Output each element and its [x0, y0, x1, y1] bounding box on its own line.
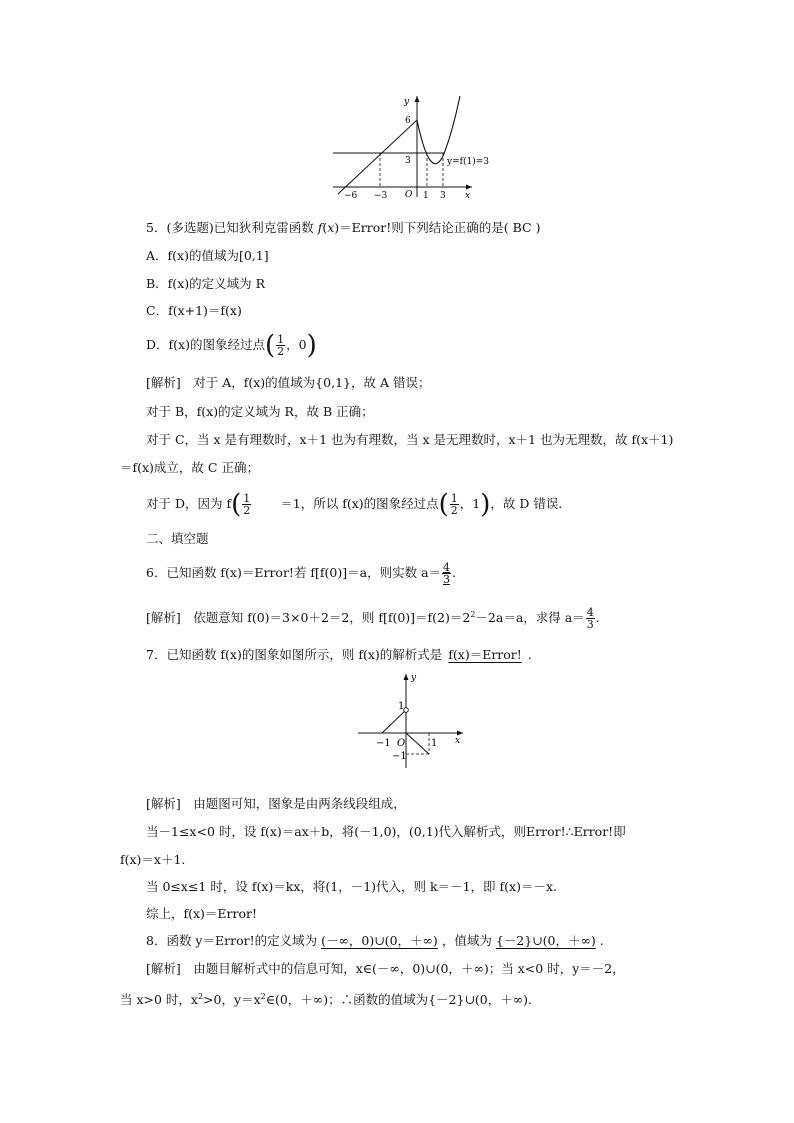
q5-solution-c1: 对于 C，当 x 是有理数时，x＋1 也为有理数，当 x 是无理数时，x＋1 也为无理数，故 f(x＋1) — [146, 432, 674, 447]
section-heading: 二、填空题 — [146, 531, 209, 546]
x-axis-label: x — [455, 736, 461, 746]
tick-6: 6 — [405, 116, 411, 126]
fraction: $\frac{1}{2}$ — [243, 492, 251, 517]
fraction: $\frac{1}{2}$ — [450, 492, 458, 517]
function-graph-1 — [330, 92, 500, 202]
q5-option-c: C．f(x+1)＝f(x) — [146, 303, 242, 318]
q7-solution-5: 综上，f(x)＝Error! — [146, 906, 258, 921]
tick-1: 1 — [423, 191, 429, 201]
fraction: $\frac{4}{3}$ — [586, 606, 594, 632]
line-label: y=f(1)=3 — [447, 157, 489, 167]
q8-solution-2: 当 x>0 时，$x^2>0$，$y=x^2\in(0$，＋∞)；∴函数的值域为{－2}∪(0，＋∞). — [120, 992, 533, 1008]
tick-1-y: 1 — [398, 701, 405, 712]
origin-label: O — [405, 190, 413, 200]
q6-stem: 6．已知函数 f(x)＝Error!若 f[f(0)]＝a，则实数 a＝ $\frac{4}{3}$ . — [146, 561, 457, 586]
x-axis-label: x — [465, 191, 471, 201]
q5-option-b: B．f(x)的定义域为 R — [146, 276, 266, 291]
tick-neg3: −3 — [374, 191, 388, 201]
q7-solution-4: 当 0≤x≤1 时，设 f(x)＝kx，将(1，－1)代入，则 k＝－1，即 f(x)＝－x. — [146, 879, 557, 894]
q5-stem: 5．(多选题)已知狄利克雷函数 f(x)＝Error!则下列结论正确的是( BC ) — [146, 220, 541, 235]
q5-option-a: A．f(x)的值域为[0,1] — [146, 248, 269, 263]
q6-solution: [解析] 依题意知 f(0)＝3×0＋2＝2，则 $f[f(0)]=f(2)=2^2-2a=a$，求得 a＝ $\frac{4}{3}$ . — [146, 606, 600, 632]
y-axis-label: y — [411, 673, 417, 683]
q5-option-d: D．f(x)的图象经过点( $\frac{1}{2}$ ，0) — [146, 330, 317, 361]
q5-solution-c2: ＝f(x)成立，故 C 正确； — [120, 460, 259, 475]
y-axis-label: y — [404, 97, 410, 107]
q8-stem: 8．函数 y＝Error!的定义域为 (－∞，0)∪(0，＋∞) ，值域为 {－2}∪(0，＋∞) . — [146, 933, 604, 948]
q8-solution-1: [解析] 由题目解析式中的信息可知，x∈(－∞，0)∪(0，＋∞)；当 x<0 时，y＝－2， — [146, 961, 625, 976]
q7-solution-2: 当－1≤x<0 时，设 f(x)＝ax＋b，将(－1,0)，(0,1)代入解析式，则Error!∴Error!即 — [146, 824, 626, 839]
origin-label: O — [397, 738, 406, 749]
function-graph-2 — [355, 670, 470, 770]
q7-answer: f(x)＝Error! — [448, 647, 522, 662]
tick-3: 3 — [405, 156, 411, 166]
q5-solution-d: 对于 D，因为 f( $\frac{1}{2}$ ＝1，所以 f(x)的图象经过点( $\frac{1}{2}$ ，1)，故 D 错误. — [146, 489, 563, 520]
q7-solution-1: [解析] 由题图可知，图象是由两条线段组成， — [146, 796, 406, 811]
fraction: $\frac{1}{2}$ — [277, 333, 285, 358]
q7-solution-3: f(x)＝x＋1. — [120, 852, 186, 867]
q5-solution-a: [解析] 对于 A，f(x)的值域为{0,1}，故 A 错误； — [146, 375, 431, 390]
q7-stem: 7．已知函数 f(x)的图象如图所示，则 f(x)的解析式是 f(x)＝Error! . — [146, 647, 532, 662]
q8-domain-answer: (－∞，0)∪(0，＋∞) — [321, 933, 438, 948]
q8-range-answer: {－2}∪(0，＋∞) — [495, 933, 596, 948]
tick-neg6: −6 — [344, 191, 358, 201]
answer-fraction: $\frac{4}{3}$ — [443, 561, 451, 586]
q5-solution-b: 对于 B，f(x)的定义域为 R，故 B 正确； — [146, 404, 374, 419]
tick-1-x: 1 — [431, 738, 438, 749]
tick-neg1-y: −1 — [392, 751, 407, 762]
tick-3-x: 3 — [440, 191, 446, 201]
tick-neg1-x: −1 — [376, 738, 391, 749]
